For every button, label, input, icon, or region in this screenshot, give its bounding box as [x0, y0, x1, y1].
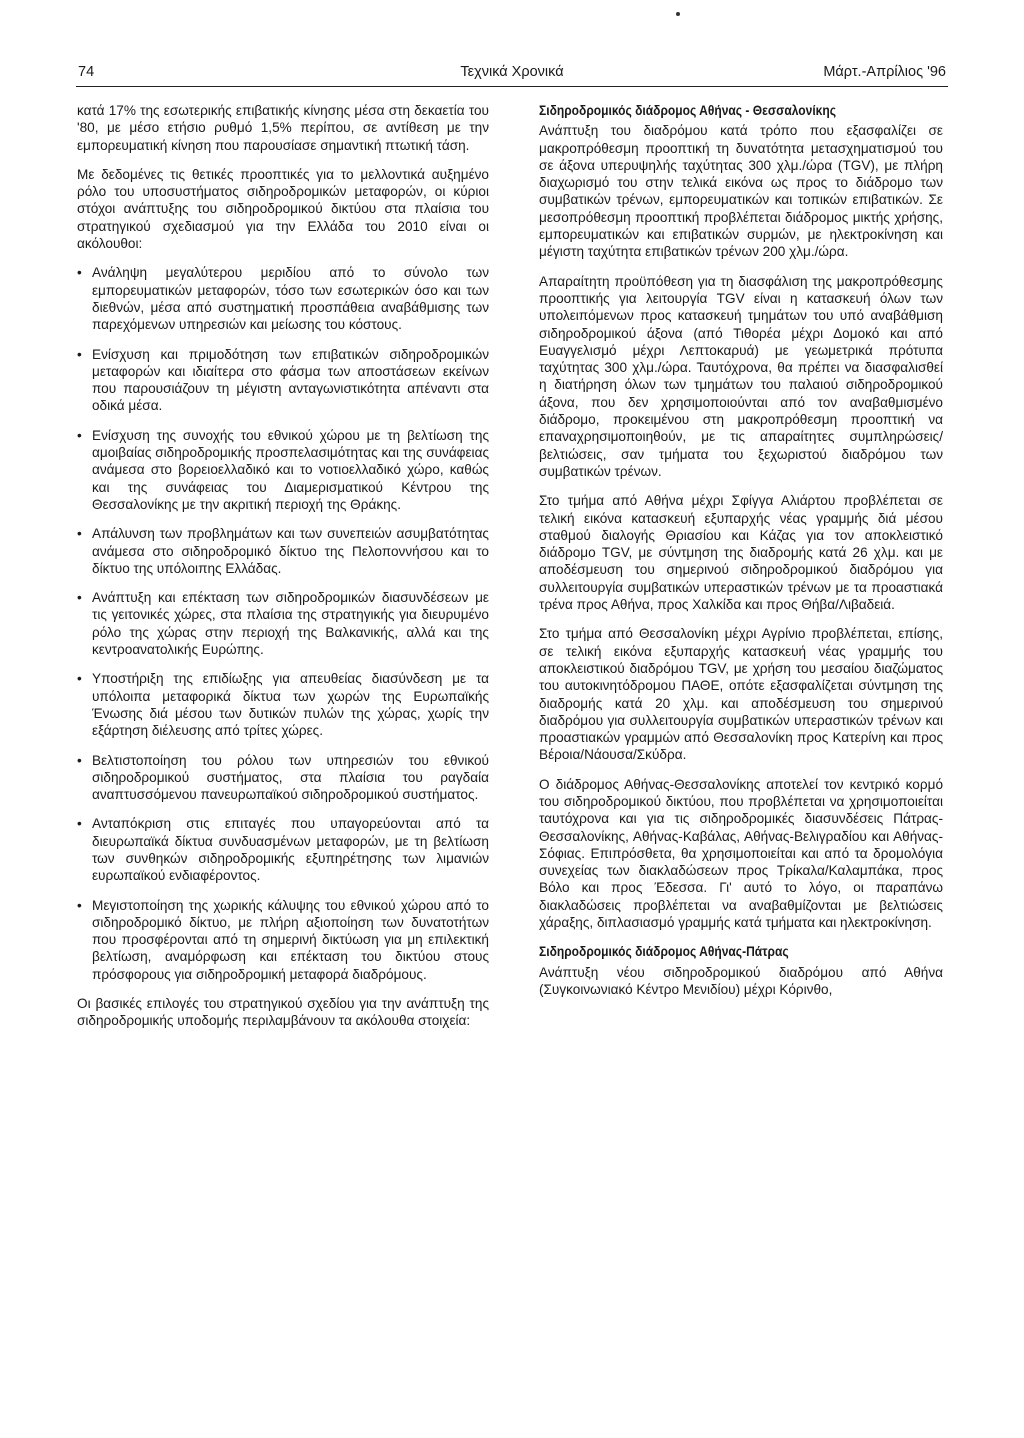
issue-date: Μάρτ.-Απρίλιος '96: [823, 64, 946, 80]
paragraph: Με δεδομένες τις θετικές προοπτικές για το μελλοντικά αυξημένο ρόλο του υποσυστήματος σιδηροδρομικών μεταφορών, οι κύριοι στόχοι ανάπτυξης του σιδηροδρομικού δικτύου στα πλαίσια του στρατηγικού σχεδιασμού για την Ελλάδα του 2010 είναι οι ακόλουθοι:: [77, 166, 489, 252]
list-item: • Μεγιστοποίηση της χωρικής κάλυψης του εθνικού χώρου από το σιδηροδρομικό δίκτυο, με πλήρη αξιοποίηση των δυνατοτήτων που προσφέρονται από τη σημερινή δικτύωση για μη επιλεκτική βελτίωση, αναμόρφωση και επέκταση του δικτύου στους πρόσφορους για σιδηροδρομική μεταφορά διαδρόμους.: [77, 897, 489, 983]
list-item: • Ανταπόκριση στις επιταγές που υπαγορεύονται από τα διευρωπαϊκά δίκτυα συνδυασμένων μεταφορών, με τη βελτίωση των συνθηκών σιδηροδρομικής εξυπηρέτησης των λιμανιών ευρωπαϊκού ενδιαφέροντος.: [77, 815, 489, 884]
left-column: [77, 102, 489, 1042]
page-number: 74: [78, 64, 95, 80]
paragraph: Ο διάδρομος Αθήνας-Θεσσαλονίκης αποτελεί τον κεντρικό κορμό του σιδηροδρομικού δικτύου, που προβλέπεται να χρησιμοποιείται ταυτόχρονα και για τις σιδηροδρομικές διασυνδέσεις Πάτρας-Θεσσαλονίκης, Αθήνας-Καβάλας, Αθήνας-Βελιγραδίου και Αθήνας-Σόφιας. Επιπρόσθετα, θα χρησιμοποιείται και από τα δρομολόγια συνεχείας των διακλαδώσεων προς Τρίκαλα/Καλαμπάκα, προς Βόλο και προς Έδεσσα. Γι' αυτό το λόγο, οι παραπάνω διακλαδώσεις προβλέπεται να αναβαθμίζονται με βελτιώσεις χάραξης, διπλασιασμό γραμμής κατά τμήματα και ηλεκτροκίνηση.: [539, 776, 943, 931]
list-item: • Υποστήριξη της επιδίωξης για απευθείας διασύνδεση με τα υπόλοιπα μεταφορικά δίκτυα των χωρών της Ευρωπαϊκής Ένωσης διά μέσου των δυτικών πυλών της χώρας, χωρίς την εξάρτηση διέλευσης από τρίτες χώρες.: [77, 670, 489, 739]
list-item: • Ενίσχυση της συνοχής του εθνικού χώρου με τη βελτίωση της αμοιβαίας σιδηροδρομικής προσπελασιμότητας και της συνάφειας ανάμεσα στο βορειοελλαδικό και το νοτιοελλαδικό χώρο, καθώς και της συνάφειας του Διαμερισματικού Κέντρου της Θεσσαλονίκης με την ακριτική περιοχή της Θράκης.: [77, 427, 489, 513]
right-column: [539, 102, 943, 1010]
paragraph: Ανάπτυξη του διαδρόμου κατά τρόπο που εξασφαλίζει σε μακροπρόθεσμη προοπτική τη δυνατότητα μετασχηματισμού του σε άξονα υπερυψηλής ταχύτητας 300 χλμ./ώρα (TGV), με πλήρη διαχωρισμό του στην τελικά εικόνα ως προς το διάδρομο των συμβατικών τρένων, εμπορευματικών και τοπικών επιβατικών. Σε μεσοπρόθεσμη προοπτική προβλέπεται διάδρομος μικτής χρήσης, εμπορευματικών και επιβατικών συρμών, με ηλεκτροκίνηση και μέγιστη ταχύτητα επιβατικών τρένων 200 χλμ./ώρα.: [539, 123, 943, 260]
list-item: • Απάλυνση των προβλημάτων και των συνεπειών ασυμβατότητας ανάμεσα στο σιδηροδρομικό δίκτυο της Πελοποννήσου και το δίκτυο της υπόλοιπης Ελλάδας.: [77, 525, 489, 577]
list-item: • Ανάπτυξη και επέκταση των σιδηροδρομικών διασυνδέσεων με τις γειτονικές χώρες, στα πλαίσια της στρατηγικής για διευρυμένο ρόλο της χώρας στην περιοχή της Βαλκανικής, αλλά και της κεντροανατολικής Ευρώπης.: [77, 589, 489, 658]
list-item: • Ενίσχυση και πριμοδότηση των επιβατικών σιδηροδρομικών μεταφορών και ιδιαίτερα στο φάσμα των αποστάσεων εκείνων που παρουσιάζουν τη μέγιστη ανταγωνιστικότητα απέναντι στα οδικά μέσα.: [77, 346, 489, 415]
objectives-list: [77, 264, 489, 983]
paragraph: Στο τμήμα από Αθήνα μέχρι Σφίγγα Αλιάρτου προβλέπεται σε τελική εικόνα κατασκευή εξυπαρχής νέας γραμμής διά μέσου σταθμού διαλογής Θριασίου και Κάζας για τον αποκλειστικό διάδρομο TGV, με σύντμηση της διαδρομής κατά 26 χλμ. και με αποδέσμευση του σημερινού σιδηροδρομικού διαδρόμου για συλλειτουργία συμβατικών υπεραστικών τρένων με τα προαστιακά τρένα προς Αθήνα, προς Χαλκίδα και προς Θήβα/Λιβαδειά.: [539, 493, 943, 613]
section-heading-athens-thessaloniki: Σιδηροδρομικός διάδρομος Αθήνας - Θεσσαλονίκης: [539, 102, 837, 118]
page-header: [76, 64, 948, 87]
section-heading-athens-patras: Σιδηροδρομικός διάδρομος Αθήνας-Πάτρας: [539, 943, 789, 960]
list-item: • Βελτιστοποίηση του ρόλου των υπηρεσιών του εθνικού σιδηροδρομικού συστήματος, στα πλαίσια του ραγδαία αναπτυσσόμενου πανευρωπαϊκού σιδηροδρομικού συστήματος.: [77, 752, 489, 804]
paragraph: κατά 17% της εσωτερικής επιβατικής κίνησης μέσα στη δεκαετία του '80, με μέσο ετήσιο ρυθμό 1,5% περίπου, σε αντίθεση με την εμπορευματική κίνηση που παρουσίασε σημαντική πτωτική τάση.: [77, 103, 489, 153]
list-item: • Ανάληψη μεγαλύτερου μεριδίου από το σύνολο των εμπορευματικών μεταφορών, τόσο των εσωτερικών όσο και των διεθνών, μέσα από συστηματική προσπάθεια αναβάθμισης των παρεχόμενων υπηρεσιών και μείωσης του κόστους.: [77, 264, 489, 333]
paragraph: Ανάπτυξη νέου σιδηροδρομικού διαδρόμου από Αθήνα (Συγκοινωνιακό Κέντρο Μενιδίου) μέχρι Κόρινθο,: [539, 964, 943, 997]
paragraph: Οι βασικές επιλογές του στρατηγικού σχεδίου για την ανάπτυξη της σιδηροδρομικής υποδομής περιλαμβάνουν τα ακόλουθα στοιχεία:: [77, 996, 489, 1029]
journal-title: Τεχνικά Χρονικά: [460, 64, 564, 80]
paragraph: Στο τμήμα από Θεσσαλονίκη μέχρι Αγρίνιο προβλέπεται, επίσης, σε τελική εικόνα εξυπαρχής κατασκευή νέας γραμμής του αποκλειστικού διαδρόμου TGV, με χρήση του μεσαίου διαζώματος του αυτοκινητόδρομου ΠΑΘΕ, οπότε εξασφαλίζεται σύντμηση της διαδρομής κατά 20 χλμ. και αποδέσμευση του σημερινού διαδρόμου για συλλειτουργία συμβατικών υπεραστικών τρένων και προαστιακών γραμμών από Θεσσαλονίκη προς Κατερίνη και προς Βέροια/Νάουσα/Σκύδρα.: [539, 626, 943, 763]
paragraph: Απαραίτητη προϋπόθεση για τη διασφάλιση της μακροπρόθεσμης προοπτικής για λειτουργία TGV είναι η κατασκευή όλων των υπολειπόμενων προς κατασκευή τμημάτων του υπό αναβάθμιση σιδηροδρομικού άξονα (από Τιθορέα μέχρι Δομοκό και από Ευαγγελισμό μέχρι Λεπτοκαρυά) με γεωμετρικά πρότυπα ταχύτητας 300 χλμ./ώρα. Ταυτόχρονα, θα πρέπει να διασφαλισθεί η διατήρηση όλων των τμημάτων του παλαιού σιδηροδρομικού άξονα, που δεν χρησιμοποιούνται από τον αναβαθμισμένο διάδρομο, προκειμένου στη μακροπρόθεσμη προοπτική να επαναχρησιμοποιηθούν, με τις απαραίτητες συμπληρώσεις/βελτιώσεις, σαν τμήματα του ξεχωριστού διαδρόμου των συμβατικών τρένων.: [539, 273, 943, 479]
scan-speck: [676, 12, 680, 16]
